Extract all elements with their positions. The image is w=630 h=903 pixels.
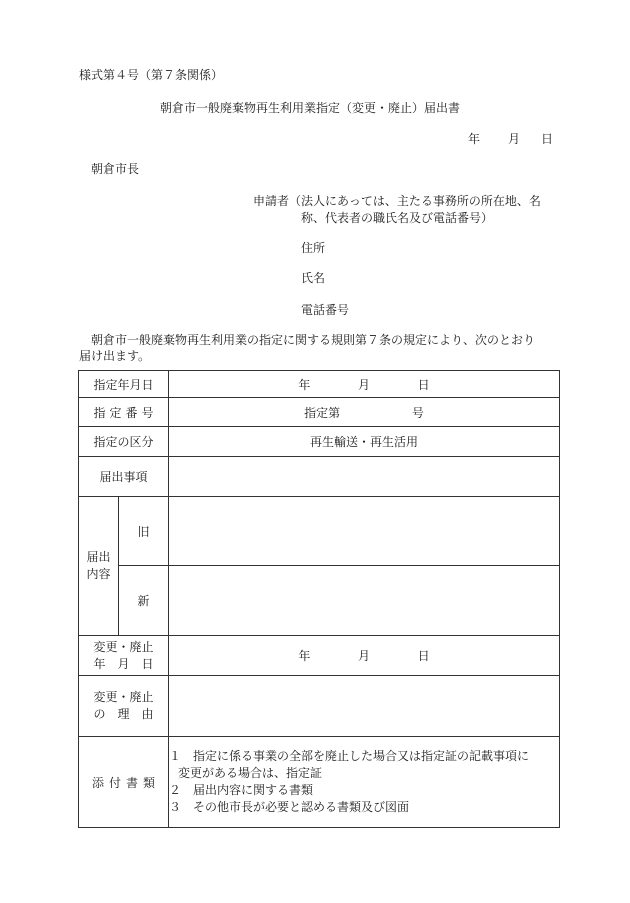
attachment-item-2: ２ 届出内容に関する書類	[169, 783, 314, 797]
designation-date-day: 日	[417, 377, 430, 392]
notification-items-label: 届出事項	[79, 457, 169, 497]
content-old-label: 旧	[119, 497, 169, 566]
date-month: 月	[508, 132, 521, 146]
content-new-label: 新	[119, 566, 169, 636]
change-date-day: 日	[417, 649, 430, 663]
designation-number-field[interactable]	[169, 398, 560, 427]
change-date-field[interactable]	[169, 636, 560, 676]
attachment-item-1: １ 指定に係る事業の全部を廃止した場合又は指定証の記載事項に	[169, 749, 530, 763]
change-reason-field[interactable]	[169, 676, 560, 737]
designation-category-label: 指定の区分	[79, 427, 169, 457]
row-notification-items	[79, 457, 560, 497]
row-designation-number	[79, 398, 560, 427]
row-change-reason	[79, 676, 560, 737]
designation-category-value: 再生輸送・再生活用	[169, 427, 560, 457]
applicant-label-line2: 称、代表者の職氏名及び電話番号）	[301, 211, 494, 225]
date-year: 年	[468, 132, 481, 146]
change-reason-label: 変更・廃止 の 理 由	[79, 676, 169, 737]
address-label: 住所	[301, 241, 326, 255]
applicant-label-line1: 申請者（法人にあっては、主たる事務所の所在地、名	[253, 194, 541, 208]
row-designation-category	[79, 427, 560, 457]
designation-date-month: 月	[358, 377, 371, 392]
designation-number-label: 指 定 番 号	[79, 398, 169, 427]
document-title: 朝倉市一般廃棄物再生利用業指定（変更・廃止）届出書	[160, 101, 461, 115]
row-designation-date	[79, 371, 560, 398]
attachment-item-3: ３ その他市長が必要と認める書類及び図面	[169, 800, 410, 814]
row-content-old	[79, 497, 560, 566]
addressee: 朝倉市長	[91, 162, 140, 176]
attachment-item-1-cont: 変更がある場合は、指定証	[178, 766, 323, 780]
name-label: 氏名	[301, 271, 326, 285]
row-content-new	[79, 566, 560, 636]
notification-items-field[interactable]	[169, 457, 560, 497]
attachments-list	[169, 737, 560, 828]
form-number: 様式第４号（第７条関係）	[79, 68, 224, 82]
change-date-year: 年	[298, 649, 311, 663]
intro-line2: 届け出ます。	[79, 349, 151, 363]
designation-date-field[interactable]	[169, 371, 560, 398]
change-date-month: 月	[358, 649, 371, 663]
notification-content-label: 届出 内容	[79, 497, 119, 636]
notification-form-table	[78, 370, 560, 828]
intro-line1: 朝倉市一般廃棄物再生利用業の指定に関する規則第７条の規定により、次のとおり	[91, 333, 536, 347]
row-attachments	[79, 737, 560, 828]
designation-date-year: 年	[298, 377, 311, 392]
date-day: 日	[541, 132, 554, 146]
phone-label: 電話番号	[301, 303, 350, 317]
row-change-date	[79, 636, 560, 676]
change-date-label: 変更・廃止 年 月 日	[79, 636, 169, 676]
content-new-field[interactable]	[169, 566, 560, 636]
designation-number-prefix: 指定第	[304, 405, 341, 420]
content-old-field[interactable]	[169, 497, 560, 566]
designation-date-label: 指定年月日	[79, 371, 169, 398]
attachments-label: 添 付 書 類	[79, 737, 169, 828]
designation-number-suffix: 号	[411, 405, 424, 420]
